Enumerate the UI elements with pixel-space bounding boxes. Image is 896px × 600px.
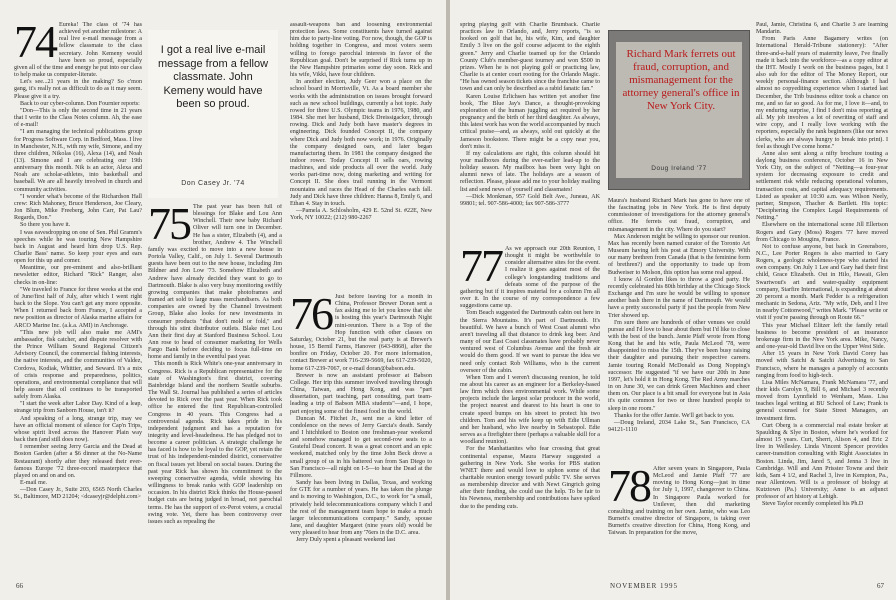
right-page [450,0,896,600]
paragraph: So there you have it. [20,222,71,229]
class-secretary-address: —Don Casey Jr., Suite 203, 6565 North Charles St., Baltimore, MD 21204; <dcaseyjr@delphi.com> [14,487,142,501]
paragraph: "I start the week after Labor Day. Kind of a leap, strange trip from Sanborn House, isn't it? [14,401,142,415]
paragraph: Paul, Jamie, Christina 6, and Charlie 3 are learning Mandarin. [756,22,888,36]
paragraph: assault-weapons ban and loosening environmental protection laws. Some constituents have turned against him due to party-line voting. For now, though, the GOP is holding together in Congress, and most voters seem willing to forego parochial interests in favor of the Republican goal. Don't be surprised if Rick turns up in the New Hampshire primaries some day soon. Rick and his wife, Vikki, have four children. [290,22,432,79]
left-page [0,0,446,600]
paragraph: After 15 years in New York David Corey has moved with Satchi & Satchi Advertising to San Francisco, where he manages a panoply of accounts ranging from food to high-tech. [756,351,888,379]
paragraph: spring playing golf with Charlie Brumback. Charlie practices law in Orlando, and, Jerry reports, "is so hooked on golf that he, his wife, Kim, and daughter Emily 3 live on the golf course adjacent to the eighth green." Jerry and Charlie teamed up for the Orlando County Club's member-guest tourney and won $500 in prizes. When he is not playing golf or practicing law, Charlie is at center court rooting for the Orlando Magic. "He has owned season tickets since the franchise came to town and can only be described as a rabid fanatic fan." [460,22,600,93]
class-year-77: 77 [460,246,502,291]
paragraph: "I wonder what's become of the Richardson Hall crew: Rich Mahoney, Bruce Henderson, Joe Cleary, Jon Blum, Mike Freeberg, John Carr, Pat Lau? Regards, Don." [14,193,142,222]
paragraph: In another election, Judy Geer won a place on the school board in Morrisville, Vt. As a board member she works with the administration on issues brought forward such as new school buildings, currently a hot topic. Judy rowed for three U.S. Olympic teams in 1976, 1980, and 1984. She met her husband, Dick Dreissigacker, through rowing. Dick and Judy both have master's degrees in engineering. Dick founded Concept II, the company where Dick and Judy both now work; in 1976. Originally the company designed oars, and later began manufacturing them. In 1981 the company designed the indoor rower. Today Concept II sells oars, rowing machines, and side products all over the world. Judy works part-time now, doing marketing and writing for Concept II. She does trail running in the Vermont mountains and races the Head of the Charles each fall. Judy and Dick have three children: Hanna 8, Emily 6, and Ethan 4. Stay in touch. [290,79,432,207]
paragraph: Anne also sent along a nifty brochure touting a daylong business conference, October 16 in New York City, on the subject of "Netting—a four-year system for decreasing exposure to credit and settlement risk while reducing operational volumes, transaction costs, and capital adequacy requirements. Listed as speaker at 10:30 a.m. was Wilson Neely, partner, Simpson, Thacher & Bartlett. His topic: "Deciphering the Complex Legal Requirements of Netting." [756,150,888,222]
class-secretary-address: —Pamela A. Schlosholm, 429 E. 52nd St. #22E, New York, NY 10022; (212) 980-2267 [290,208,432,222]
paragraph: I was eavesdropping on one of Sen. Phil Gramm's speeches while he was touring New Hampshire back in August and heard him drop U.S. Rep. Charlie Bass' name. So keep your eyes and ears open for this up and comer. [14,229,142,265]
column-1 [14,22,142,570]
paragraph: "I am managing the technical publications group for Progress Software Corp. in Bedford, Mass. I live in Manchester, N.H., with my wife, Simone, and my three children, Nikolas (16), Alexa (14), and Noah (13). Simone and I are celebrating our 19th anniversary this month. Nik is an actor, Alexa and Noah are scholar-athletes, into basketball and baseball. We are all heavily involved in church and community activities. [14,129,142,193]
class-year-78: 78 [608,466,650,511]
paragraph: When Tom and I weren't discussing reunion, he told me about his career as an engineer for a Berkeley-based law firm which does environmental work. While some projects include the largest solar producer in the world, the project nearest and dearest to his heart is one to create speed bumps on his street to protect his two children. Tom and his wife keep up with Edie Ullman and her husband, who live nearby in Sebastopol. Edie serves as a firefighter there (perhaps a valuable skill for a woodland reunion). [460,374,600,446]
paragraph: I'm sure there are hundreds of other venues we could pursue and I'd love to hear about them but I'd like to close with the best of the bunch. Jamie Pfaff wrote from Hong Kong that he and his wife, Paula McLeod '78, were disappointed to miss the 15th. They've been busy raising their daughter and pursuing their respective careers. Jamie touring Ronald McDonald as Dong Nopping's successor. He suggested "if we have our 20th in June 1997, let's hold it in Hong Kong. The Red Army marches in on June 30, we can drink Green Machines and cheer them on. Our place is a bit small for everyone but in Asia it's quite common for two or three hundred people to sleep in one room." [608,319,750,412]
column-3-section-76 [290,294,432,574]
paragraph: Eureka! The class of '74 has achieved yet another milestone: A real live e-mail message from a fellow classmate to the class secretary. John Kemeny would have been so proud, especially given all of the time and energy he put into our class to help make us computer-literate. [14,22,142,79]
paragraph: Lisa Miles McNamara, Frank McNamara '77, and their kids Carolyn 9, Bill 6, and Michael 3 recently moved from Lynnfield to Wenham, Mass. Lisa teaches legal writing at BU School of Law; Frank is general counsel for State Street Managers, an investment firm. [756,379,888,422]
pull-quote [148,30,278,198]
paragraph: Not to confuse anyone, but back in Greensboro, N.C., Lee Porter Rogers is also married to Gary Rogers, a geologic wholeness-type who started his own company. On July 1 Lee and Gary had their first child, Grace Elizabeth. Out in Hilo, Hawaii, Glen Swartwout's art and water-quality equipment company, Starfire International, is expanding at about 20 percent a month. Mark Fedder is a refrigeration mechanic in Sedona, Ariz. "My wife, Deb, and I live in nearby Cottonwood," writes Mark. "Please write or visit if you're passing through on Route 66." [756,243,888,322]
paragraph: For the Manhattanites who fear crossing that great continental expanse, Maura Harway suggested a gathering in New York. She works for PBS station WNET there and would love to siphon some of that charitable reunion energy toward public TV. She serves as membership director and with Newt Gingrich going after their funding, she could use the help. To be fair to his Newness, membership and contributions have spiked due to the pending cuts. [460,446,600,510]
paragraph: Max Anderson might be willing to sponsor our reunion. Max has recently been named curator of the Toronto Art Museum having left his post at Emory University. With our many brethren from Canada (that is the feminine form of brethren?) and the opportunity to trade up from Budweiser to Molson, this option has some real appeal. [608,233,750,276]
paragraph: Tom Beach suggested the Dartmouth cabin out here in the Sierra Mountains. It's part of Dartmouth. It's beautiful. We have a bunch of West Coast alumni who aren't traveling all that distance to drink keg beer. And many of our East Coast classmates have probably never ventured west of Columbus Avenue and the fresh air would do them good. If we want to pursue the idea we need only contact Rob Williams, who is the current overseer of the cabin. [460,310,600,374]
paragraph: E-mail me. [20,480,48,486]
column-2 [608,198,750,460]
photo-pull-quote [608,30,750,190]
page-number: 66 [16,582,23,590]
paragraph: This month is Rick White's one-year anniversary in Congress. Rick is a Republican representative for the state of Washington's first district, covering Bainbridge Island and the northern Seattle suburbs. The Wall St. Journal has published a series of articles devoted to Rick over the past year. When Rick took office he entered the first Republican-controlled Congress in 40 years. This Congress had a controversial agenda. Rick takes pride in his independent judgment and has a reputation for integrity and level-headedness. He has pledged not to become a career politician. A strategic challenge he has faced is how to be loyal to the GOP, yet retain the trust of his independent-minded district, conservative on fiscal issues yet liberal on social issues. During the past year Rick has shown his commitment to the sweeping conservative agenda, while showing his willingness to break ranks with GOP leadership on occasion. In his district Rick thinks the House-passed budget cuts are being judged in broad, not parochial terms. He has the support of ex-Perot voters, a crucial swing vote. Yet, there has been controversy over issues such as repealing the [148,361,282,525]
running-head: NOVEMBER 1995 [610,582,679,590]
class-year-76: 76 [290,294,332,339]
paragraph: Meantime, our pre-eminent and also-brilliant newsletter editor, Richard "Rick" Ranger, also checks in on-line: [14,265,142,286]
photo-quote-attribution: Doug Ireland '77 [651,165,707,172]
paragraph: "This new job will also make me AMI's ambassador, fisk catcher, and dispute resolver with the Prince William Sound Regional Citizen's Advisory Council, the commercial fishing interests, the native interests, and the communities of Valdez, Cordova, Kodiak, Whittier, and Seward. It's a mix of crisis response and preparedness, politics, operations, and environmental compliance that will help assure that oil continues to be transported safely from Alaska. [14,329,142,401]
pull-quote-attribution: Don Casey Jr. '74 [181,180,245,187]
paragraph: Back to our cyber-column. Don Fournier reports: [20,100,140,107]
paragraph: Maura's husband Richard Mark has gone to have one of the fascinating jobs in New York. He is first deputy commissioner of investigations for the attorney general's office. He ferrets out fraud, corruption, and mismanagement in the city. Where do you start? [608,198,750,233]
column-3 [756,22,888,572]
paragraph: The past year has been full of blessings for Blake and Lou Ann Winchell. Their new baby Richard Oliver will turn one in December. He has a sister, Elizabeth (4), and a brother, Andrew 4. The Winchell family was excited to move into a new house in Portola Valley, Calif., on July 1. Several Dartmouth guests have been out to the new house, including Jim Bildner and Jon Low '73. Somehow Elizabeth and Andrew have already decided they want to go to Dartmouth. Blake is also very busy monitoring swiftly growing companies that make photoframes and framed art sold to large mass merchandisers. As both companies are owned by the Channel Investment Group, Blake also looks for new investments in consumer products "that don't mold or fold," and through his stint distributor outlets. Blake met Lou Ann their first day at Stanford Business School. Lou Ann rose to head of consumer marketing for Wells Fargo Bank before deciding to focus full-time on home and family in the eventful past year. [148,204,282,361]
paragraph: Elsewhere on the international scene Jill Ellertson Rogers and Gary (Moss) Rogers '77 have moved from Chicago to Mougins, France. [756,222,888,243]
class-secretary-address: —Dick Monkman, 957 Gold Belt Ave., Juneau, AK 99801; tel. 907-586-4000; fax 907-586-3777 [460,193,600,207]
paragraph: "We traveled to France for three weeks at the end of June/first half of July, after which I went right back to the Slope. You can't get any more opposite. When I returned back from France, I accepted a new position as director of Alaska marine affairs for ARCO Marine Inc. (a.k.a. AMI) in Anchorage. [14,286,142,329]
photo-quote-text: Richard Mark ferrets out fraud, corruption, and mismanagement for the attorney general's office in New York City. [622,48,740,112]
paragraph: Karen Louise Erlichsen has written yet another fine book, The Blue Jay's Dance, a thought-provoking exploration of the human juggling act required by her pregnancy and the birth of her third daughter. As always, this latest work has won the world accompanied by much critical praise—and, as always, sold out quickly at the Jameson bookstore. There might be a copy near you, don't miss it. [460,93,600,150]
column-2-section-78 [608,466,750,572]
class-year-75: 75 [148,204,190,249]
paragraph: Steve Taylor recently completed his Ph.D [762,501,864,508]
paragraph: From Paris Anne Bagamery writes (on International Herald-Tribune stationery): "After three-and-a-half years of maternity leave, I've finally made it back into the workforce—as a copy editor at the IHT. Mostly I work on the business pages, but I also sub for the editor of The Money Report, our weekly personal-finance section. Although I had almost no copyediting experience when I started last December, the Trib business editor took a chance on me, and so far so good. As for me, I love it—and, to my enduring surprise, I find I don't miss reporting at all. My job involves a lot of rewriting of staff and wire copy, and I really love working with the reporters, especially the rank beginners (like our news clerks, who are always hungry to break into print). I feel as though I've come home." [756,36,888,150]
paragraph: If my calculations are right, this column should hit your mailboxes during the ever-earlier lead-up to the holiday season. My mailbox has been very light on alumni news of late. The holidays are a season of reflection. Please, please add me to your holiday mailing list and send news of yourself and classmates! [460,150,600,193]
paragraph: After seven years in Singapore, Paula McLeod and Jamie Pfaff '77 are moving to Hong Kong—just in time for July 1, 1997, changeover to China. In Singapore Paula worked for Unilever, then did marketing consulting and training on her own. Jamie, who was Leo Burnett's creative director of Singapore, is taking over Burnett's creative direction for China, Hong Kong, and Taiwan. In preparation for the move, [608,466,750,537]
paragraph: Thanks for the offer Jamie. We'll get back to you. [614,412,735,419]
paragraph: Brewer is now an assistant professor at Babson College. Her trip this summer involved traveling through China, Taiwan, and Hong Kong, and was "part dissertation, part teaching, part consulting, part team-leading a trip of Babson MBA students"—and, I hope, part enjoying some of the finest food in the world. [290,372,432,415]
column-1 [460,22,600,242]
pull-quote-text: I got a real live e-mail message from a fellow classmate. John Kemeny would have been so proud. [157,44,269,110]
paragraph: And speaking of a long, strange trip, may we have an official moment of silence for Cap'n Trips, whose spirit lived across the Hanover Plain way back then (and still does now). [14,415,142,444]
paragraph: This year Michael Elitzer left the family retail business to become president of an insurance brokerage firm in the New York area. Mike, Nancy, and one-year-old David live on the Upper West Side. [756,322,888,351]
paragraph: Duncan M. Fitchet Jr., sent me a kind letter of condolence on the news of Jerry Garcia's death. Sandy and I hitchhiked to Boston one freshman-year weekend and somehow managed to get second-row seats to a Grateful Dead concert. It was a great concert and an epic weekend, matched only by the time John Beck drove a small group of us in his battered van from San Diego to San Francisco—all night on I-5—to hear the Dead at the Fillmore. [290,415,432,479]
page-number: 67 [877,582,884,590]
paragraph: Curt Oberg is a commercial real estate broker at Spaulding & Slye in Boston, where he's worked for almost 15 years. Curt, Sherri, Alison 4, and Eric 2 live in Wellesley. Linda Vincent Spencer provides career-transition consulting with Right Associates in Boston. Linda, Jim, Jared 5, and Jenna 3 live in Cambridge. Will and Ann Prisster Towne and their kids, Sam 4 1/2, and Rachel 3, live in Kempton, Pa., near Allentown. Will is a professor of biology at Kutztown (Pa.) University; Anne is an adjunct professor of art history at Lehigh. [756,422,888,501]
paragraph: "Don—This is only the second time in 21 years that I write to the Class Notes column. Ah, the ease of e-mail! [14,107,142,129]
column-3 [290,22,432,290]
paragraph: I remember seeing Jerry Garcia and the Dead at Boston Garden (after a $6 dinner at the No-Name Restaurant) shortly after they released their ever-famous Europe '72 three-record masterpiece that played on and on and on. [14,444,142,479]
paragraph: As we approach our 20th Reunion, I thought it might be worthwhile to consider alternative sites for the event. I realize it goes against most of the college's longstanding traditions and defeats some of the purpose of the gathering but if it inspires material for a column I'm all over it. In the course of my correspondence a few suggestions came up. [460,246,600,310]
paragraph: Just before leaving for a month in China, Professor Brewer Doran sent a fax asking me to let you know that she is hosting this year's Dartmouth Night mini-reunion. There is a Top of the Hop function with other classes on Saturday, October 21, but the real party is at Brewer's house, 15 Bernil Farms, Hanover (643-8868), after the bonfire on Friday, October 20. For more information, contact Brewer at work 716-239-5669, fax 617-239-5020, home 617-239-7067, or e-mail doran@babson.edu. [290,294,432,372]
paragraph: Jerry Duly spent a pleasant weekend last [296,537,396,544]
paragraph: Let's see...21 years in the making? So c'mon gang, it's really not as difficult to do as it may seem. Please give it a try. [14,79,142,100]
class-year-74: 74 [14,22,56,67]
class-secretary-address: —Doug Ireland, 2034 Lake St., San Francisco, CA 94121-1110 [608,419,750,433]
paragraph: Sandy has been living in Dallas, Texas, and working for GTE for a number of years. He has taken the plunge and is moving to Washington, D.C., to work for "a small, privately held telecommunications company which I and the rest of the management team hope to make a much larger telecommunications company." Sandy, spouse Jane, and daughter Margaret (nine years old) would be very pleased to hear from any '76ers in the D.C. area. [290,480,432,537]
column-1-section-77 [460,246,600,572]
column-2 [148,204,282,572]
paragraph: I know Al Gordon likes to throw a good party. He recently celebrated his 80th birthday at the Chicago Stock Exchange and I'm sure he would be willing to sponsor another bash there in the name of Dartmouth. We would have a pretty successful party if just the people from New Trier showed up. [608,276,750,319]
